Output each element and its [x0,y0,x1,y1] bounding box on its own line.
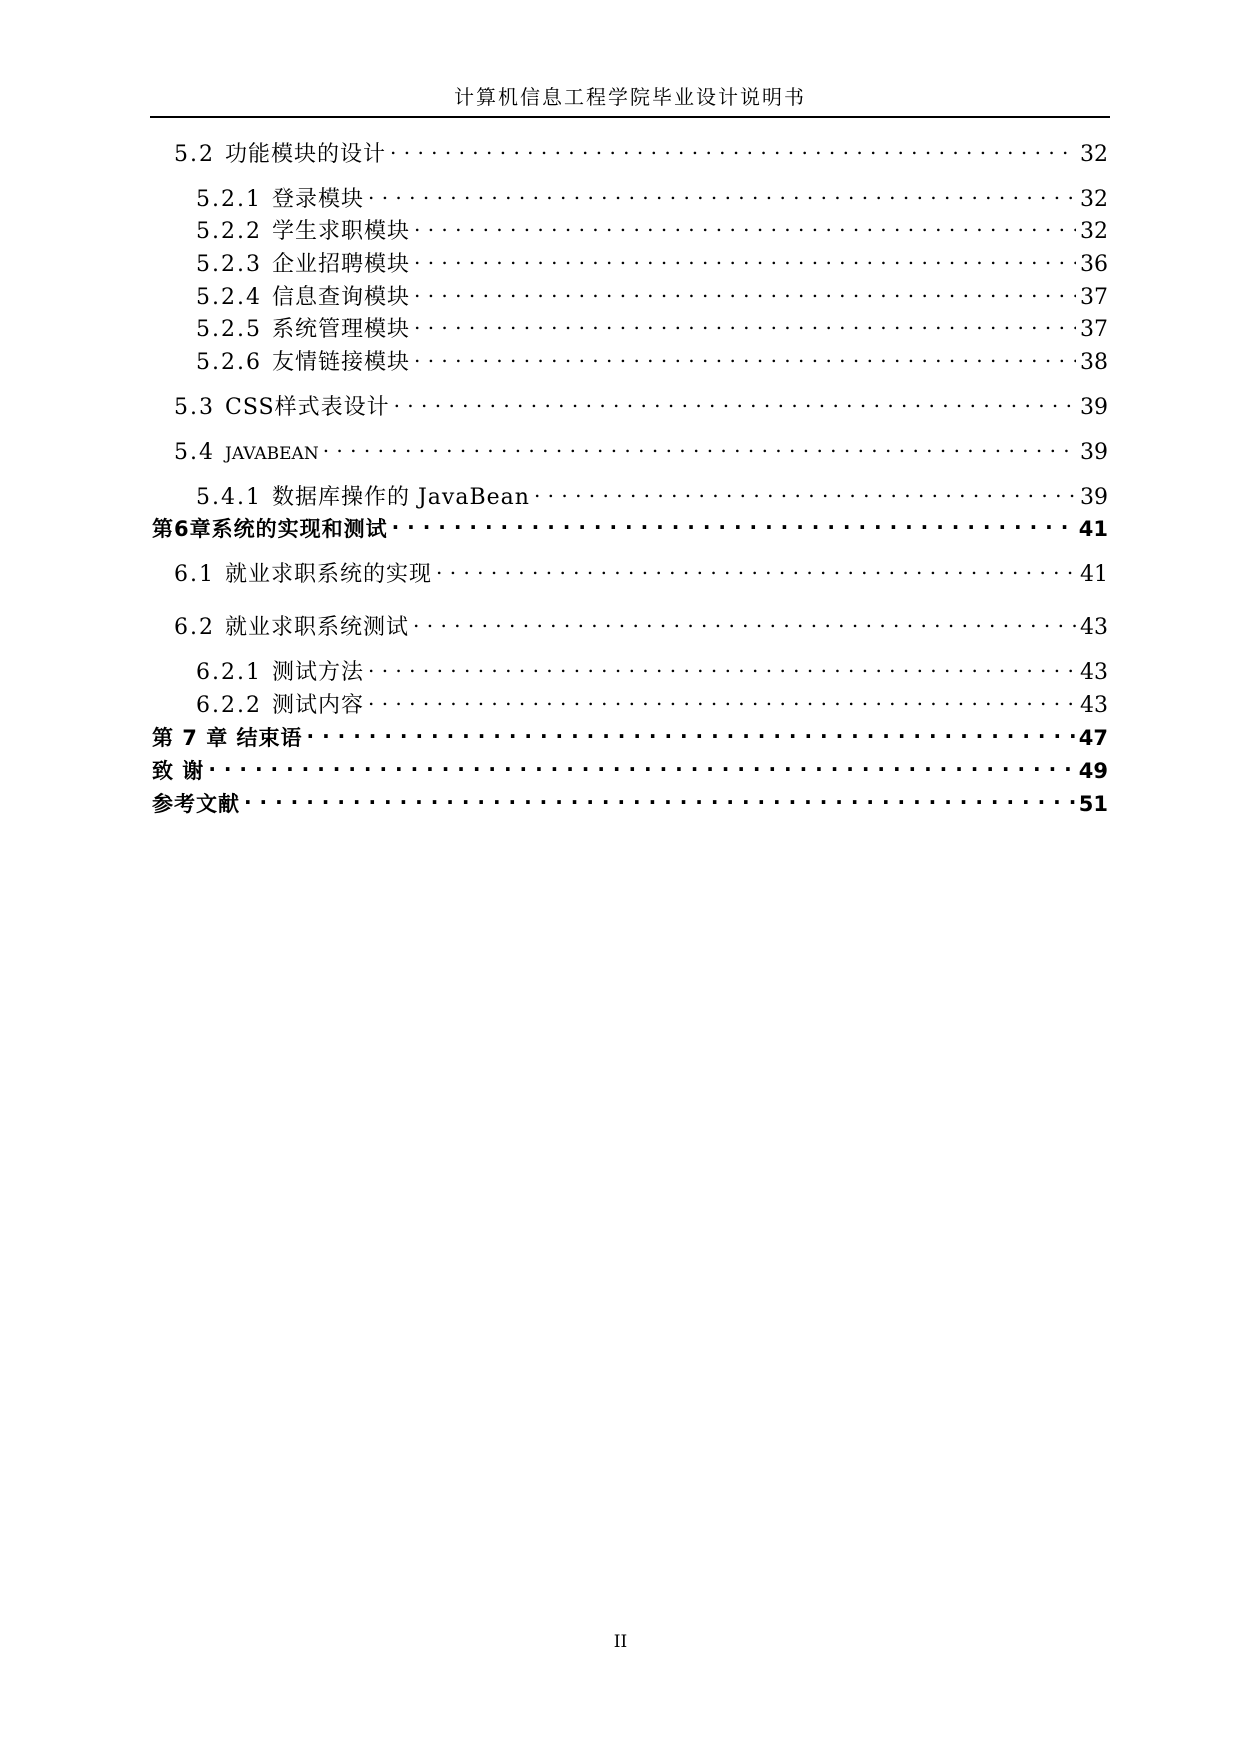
toc-leader [368,684,1076,712]
toc-label [174,561,432,589]
toc-number: 5.2.6 [196,350,262,375]
toc-leader [534,476,1076,504]
toc-page-number: 41 [1078,517,1108,541]
toc-leader [436,553,1076,581]
toc-entry[interactable] [152,553,1108,587]
toc-number: 6.2 [174,615,215,640]
toc-entry[interactable] [152,243,1108,277]
toc-number: 5.4 [174,440,215,465]
toc-entry[interactable] [152,386,1108,420]
toc-leader [413,606,1076,634]
toc-title: 第6章系统的实现和测试 [152,517,388,541]
toc-entry-chapter[interactable] [152,783,1108,816]
toc-title: CSS样式表设计 [225,395,390,420]
toc-page-number: 38 [1080,350,1108,375]
toc-number: 6.1 [174,562,215,587]
toc-leader [414,276,1076,304]
toc-number: 5.4.1 [196,485,262,510]
toc-label [174,394,390,422]
toc-leader [307,717,1075,745]
toc-entry[interactable] [152,341,1108,375]
page-number: II [613,1632,628,1652]
toc-page-number: 39 [1080,485,1108,510]
toc-entry-chapter[interactable] [152,717,1108,750]
toc-leader [244,783,1075,811]
toc-entry[interactable] [152,178,1108,212]
toc-label [174,141,386,169]
toc-leader [390,133,1076,161]
toc-label [196,659,364,687]
toc-number: 5.2.5 [196,317,262,342]
toc-title: 系统管理模块 [271,317,410,342]
toc-title: 致 谢 [152,759,205,783]
toc-label [174,439,319,468]
toc-label [196,692,364,720]
toc-page-number: 36 [1080,252,1108,277]
toc-number: 6.2.1 [196,660,262,685]
toc-entry[interactable] [152,606,1108,640]
header-title: 计算机信息工程学院毕业设计说明书 [454,85,806,109]
toc-label [152,757,204,785]
toc-leader [208,750,1074,778]
toc-title: 测试方法 [271,660,364,685]
table-of-contents [152,0,1108,1754]
toc-page-number: 43 [1080,693,1108,718]
page-footer [0,1632,1241,1652]
toc-leader [414,243,1076,271]
toc-page-number: 41 [1080,562,1108,587]
toc-page-number: 39 [1080,440,1108,465]
toc-page-number: 32 [1080,142,1108,167]
toc-leader [414,308,1076,336]
toc-label [152,790,240,818]
toc-entry[interactable] [152,276,1108,310]
toc-leader [323,431,1076,459]
toc-page-number: 51 [1078,792,1108,816]
toc-leader [414,210,1076,238]
toc-leader [392,508,1075,536]
toc-number: 5.3 [174,395,215,420]
toc-page-number: 37 [1080,285,1108,310]
toc-page-number: 43 [1080,660,1108,685]
toc-title: 信息查询模块 [271,285,410,310]
toc-label [152,724,303,752]
toc-title: 参考文献 [152,792,240,816]
toc-page-number: 37 [1080,317,1108,342]
toc-page-number: 32 [1080,219,1108,244]
toc-title: 学生求职模块 [271,219,410,244]
toc-leader [368,651,1076,679]
toc-number: 6.2.2 [196,693,262,718]
toc-title: 数据库操作的 JavaBean [271,485,530,510]
toc-title: 就业求职系统的实现 [225,562,433,587]
toc-title: 第 7 章 结束语 [152,726,303,750]
toc-entry[interactable] [152,651,1108,685]
toc-leader [394,386,1076,414]
toc-leader [368,178,1076,206]
toc-page-number: 49 [1078,759,1108,783]
toc-page-number: 47 [1078,726,1108,750]
toc-leader [414,341,1076,369]
toc-label [196,316,410,344]
toc-title: JAVABEAN [225,444,319,464]
toc-page-number: 43 [1080,615,1108,640]
toc-number: 5.2.4 [196,285,262,310]
toc-entry-chapter[interactable] [152,750,1108,783]
toc-number: 5.2.2 [196,219,262,244]
toc-title: 测试内容 [271,693,364,718]
toc-number: 5.2.1 [196,187,262,212]
toc-page-number: 32 [1080,187,1108,212]
toc-entry[interactable] [152,133,1108,167]
toc-label [196,251,410,279]
toc-page-number: 39 [1080,395,1108,420]
toc-entry[interactable] [152,210,1108,244]
toc-label [174,614,409,642]
toc-title: 企业招聘模块 [271,252,410,277]
toc-entry-chapter[interactable] [152,508,1108,541]
toc-entry[interactable] [152,308,1108,342]
toc-title: 友情链接模块 [271,350,410,375]
toc-label [196,349,410,377]
toc-title: 登录模块 [271,187,364,212]
toc-label [196,218,410,246]
toc-title: 功能模块的设计 [225,142,387,167]
toc-entry[interactable] [152,476,1108,510]
toc-entry[interactable] [152,431,1108,465]
toc-title: 就业求职系统测试 [225,615,410,640]
toc-number: 5.2.3 [196,252,262,277]
toc-number: 5.2 [174,142,215,167]
toc-entry[interactable] [152,684,1108,718]
toc-label [152,515,388,543]
